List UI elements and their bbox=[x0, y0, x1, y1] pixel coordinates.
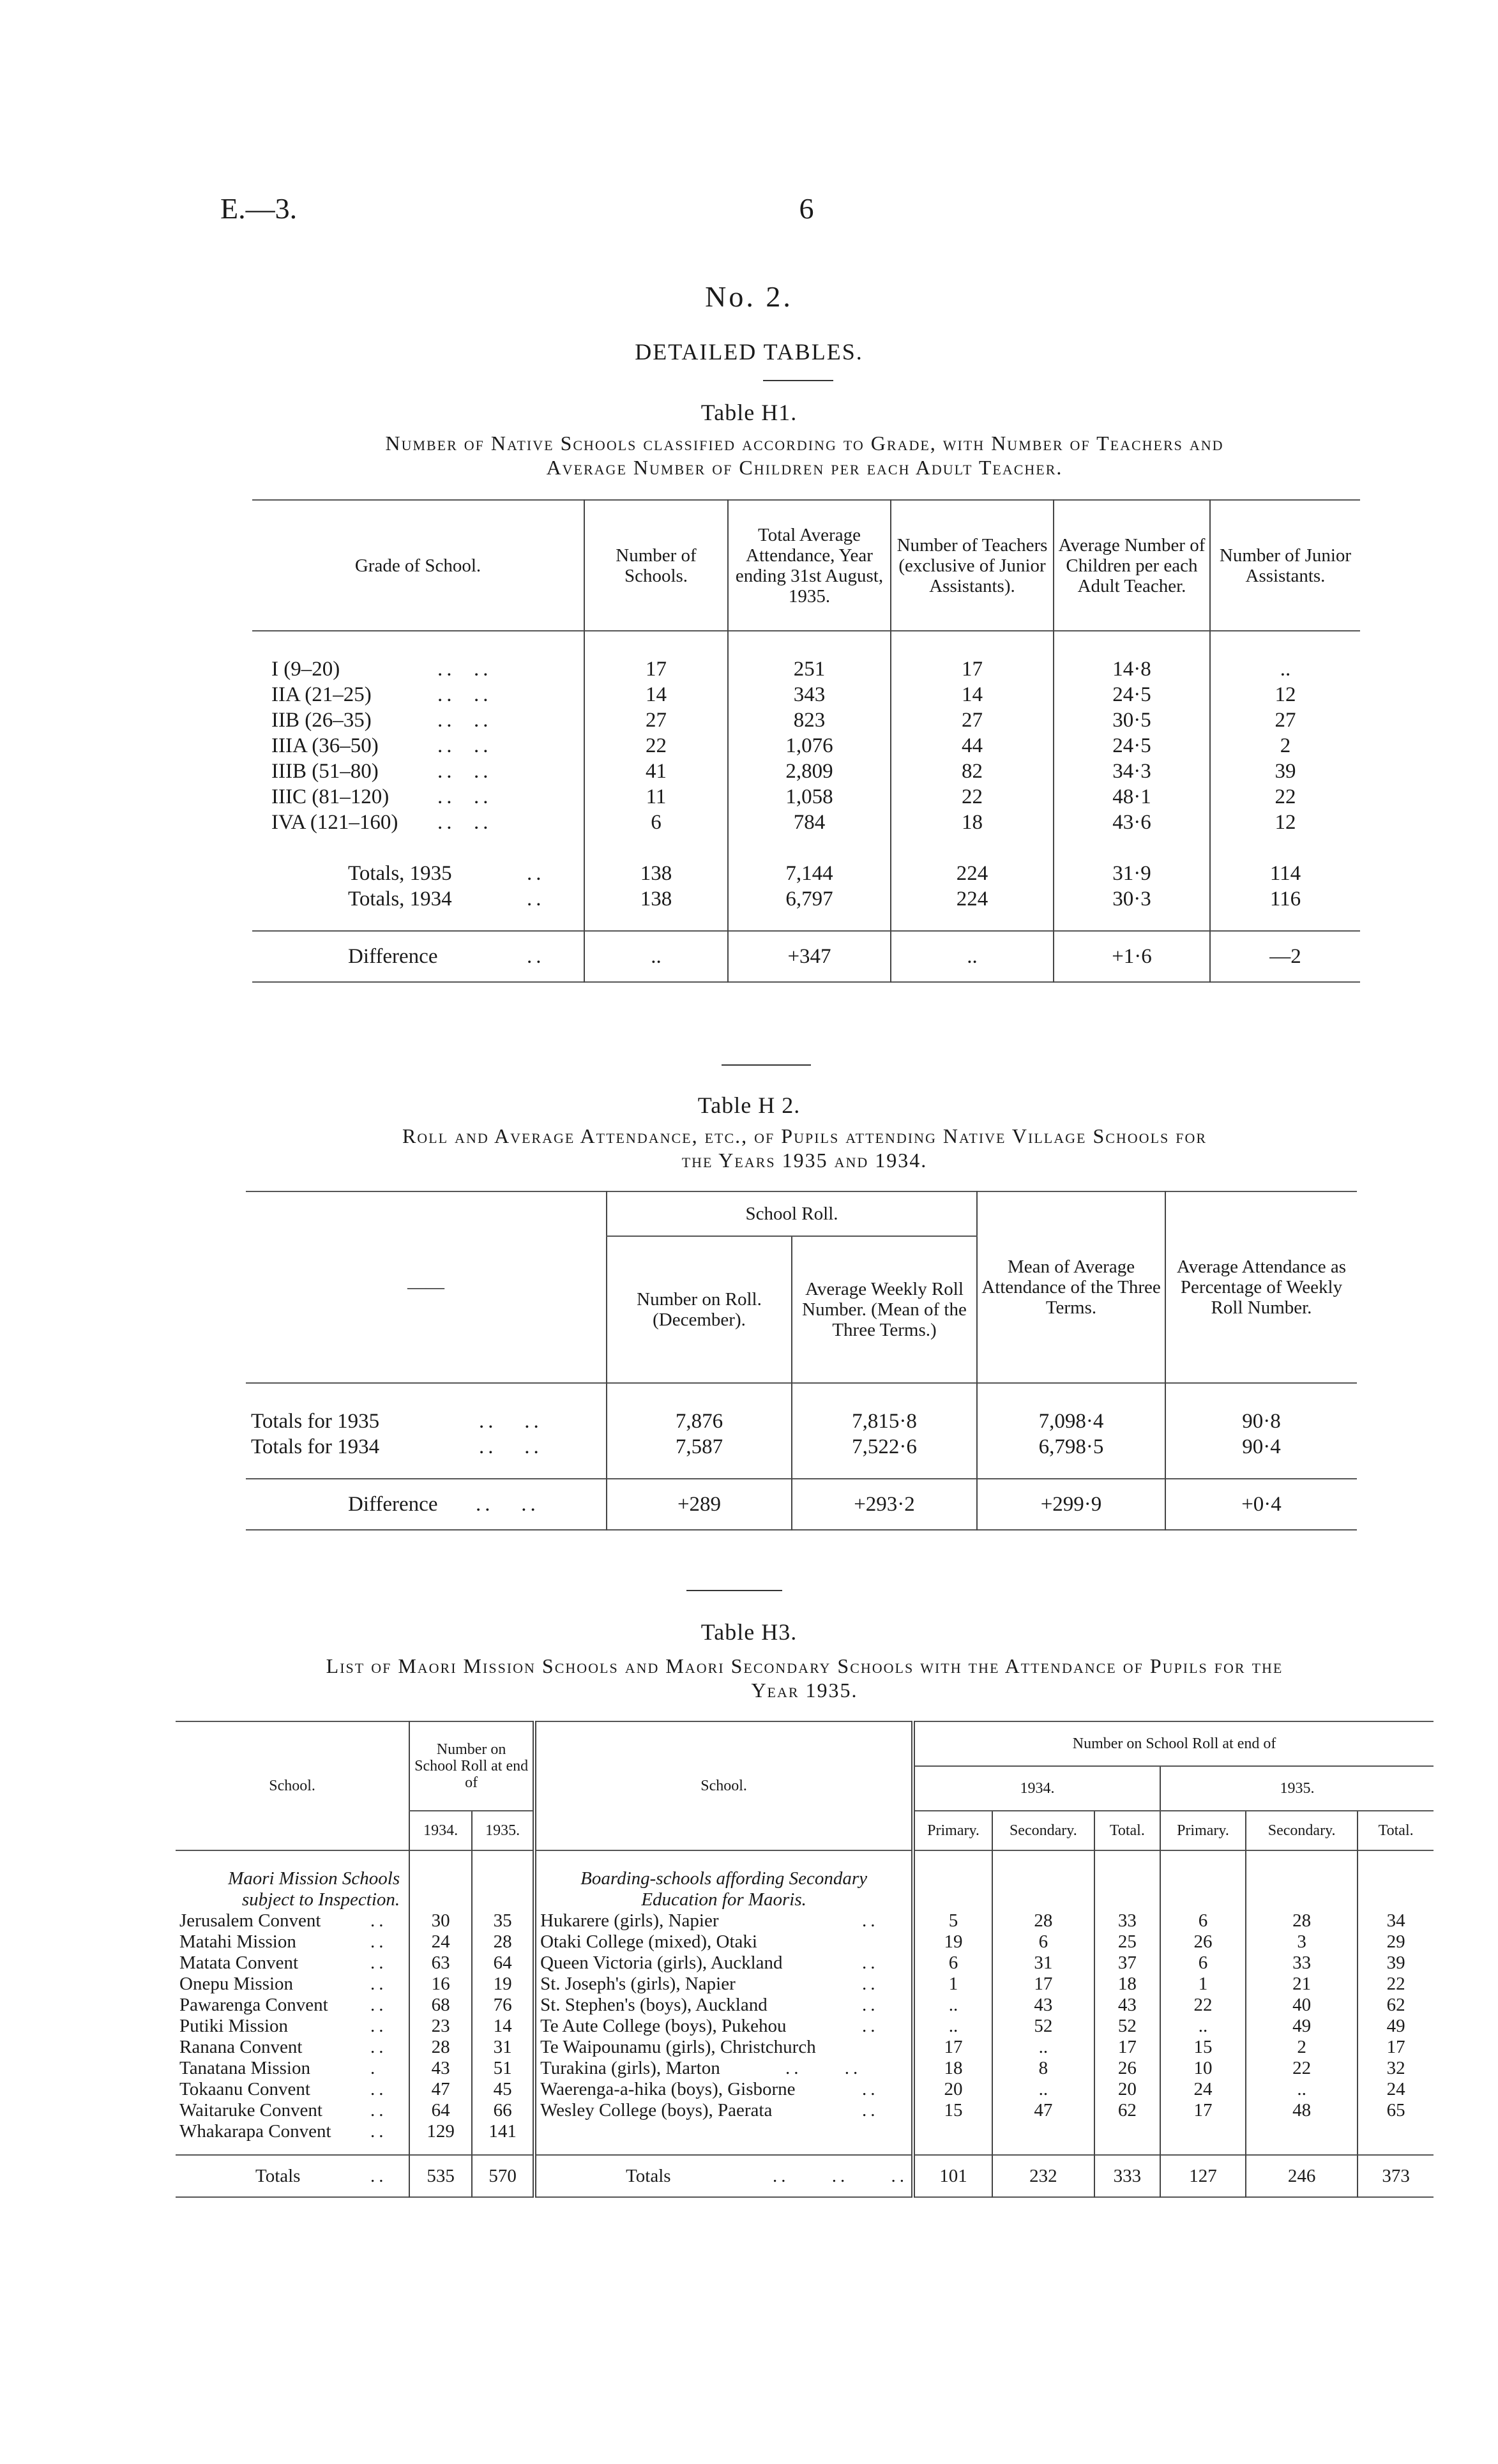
h1-teachers: 27 bbox=[891, 707, 1054, 733]
h3-left-school: Pawarenga Convent bbox=[179, 1995, 328, 2015]
h3-total-t35: 373 bbox=[1358, 2155, 1434, 2197]
h1-children: 30·3 bbox=[1054, 886, 1210, 912]
h3-left-school: Jerusalem Convent bbox=[179, 1910, 321, 1931]
h1-juniors: .. bbox=[1210, 656, 1360, 682]
h3-t35: 39 bbox=[1358, 1953, 1434, 1974]
h1-header-children: Average Number of Children per each Adult Teacher. bbox=[1054, 500, 1210, 631]
h1-schools: 27 bbox=[584, 707, 728, 733]
h3-p35: 1 bbox=[1160, 1974, 1246, 1995]
h3-left-school: Waitaruke Convent bbox=[179, 2100, 322, 2120]
h1-total-label: Totals, 1935 bbox=[348, 862, 452, 885]
h1-label: Table H1. bbox=[700, 400, 798, 425]
h3-left-1935: 141 bbox=[472, 2121, 534, 2142]
h1-juniors: 12 bbox=[1210, 682, 1360, 707]
h1-teachers: 224 bbox=[891, 886, 1054, 912]
h1-attendance: +347 bbox=[728, 931, 891, 982]
h1-difference-label: Difference bbox=[348, 945, 438, 968]
h3-t35: 65 bbox=[1358, 2100, 1434, 2121]
h2-row-label: Totals for 1935 bbox=[251, 1410, 380, 1433]
h3-row: Onepu Mission .. 16 19 St. Joseph's (girls), Napier .. 1 17 18 1 21 22 bbox=[176, 1974, 1434, 1995]
h3-right-school: Turakina (girls), Marton bbox=[540, 2058, 720, 2078]
h3-caption-line1: List of Maori Mission Schools and Maori Secondary Schools with the Attendance of Pupils for the bbox=[326, 1654, 1283, 1677]
h3-t34: 62 bbox=[1094, 2100, 1160, 2121]
h3-left-total-1934: 535 bbox=[409, 2155, 472, 2197]
h3-t34: 52 bbox=[1094, 2016, 1160, 2037]
h1-attendance: 2,809 bbox=[728, 759, 891, 784]
h3-right-school: Te Aute College (boys), Pukehou bbox=[540, 2016, 787, 2036]
h2-mean: 6,798·5 bbox=[977, 1434, 1165, 1460]
h1-children: 24·5 bbox=[1054, 682, 1210, 707]
h2-header-school-roll: School Roll. bbox=[607, 1191, 977, 1236]
h1-children: 30·5 bbox=[1054, 707, 1210, 733]
h3-right-totals-label: Totals bbox=[626, 2165, 671, 2186]
h1-header-grade: Grade of School. bbox=[354, 555, 481, 576]
h3-left-school: Onepu Mission bbox=[179, 1974, 294, 1994]
h1-schools: 11 bbox=[584, 784, 728, 810]
h3-left-1935: 76 bbox=[472, 1995, 534, 2016]
h1-caption-line1: Number of Native Schools classified according to Grade, with Number of Teachers and bbox=[385, 432, 1224, 455]
table-h2 bbox=[246, 1191, 1357, 1531]
h2-roll: 7,587 bbox=[607, 1434, 792, 1460]
h3-t34: 33 bbox=[1094, 1910, 1160, 1931]
h1-schools: 14 bbox=[584, 682, 728, 707]
h3-t35: 24 bbox=[1358, 2079, 1434, 2100]
h3-header-secondary2: Secondary. bbox=[1246, 1811, 1358, 1850]
h3-right-school: St. Joseph's (girls), Napier bbox=[540, 1974, 736, 1994]
h3-p34: 17 bbox=[913, 2037, 992, 2058]
h3-p35: 10 bbox=[1160, 2058, 1246, 2079]
h1-grade: IIIB (51–80) bbox=[271, 760, 379, 783]
h3-row: Whakarapa Convent .. 129 141 bbox=[176, 2121, 1434, 2142]
h1-header-teachers: Number of Teachers (exclusive of Junior Assistants). bbox=[891, 500, 1054, 631]
h3-p35: 24 bbox=[1160, 2079, 1246, 2100]
h1-children: +1·6 bbox=[1054, 931, 1210, 982]
h1-attendance: 6,797 bbox=[728, 886, 891, 912]
h3-right-school: Waerenga-a-hika (boys), Gisborne bbox=[540, 2079, 796, 2099]
h1-children: 14·8 bbox=[1054, 656, 1210, 682]
h3-row: Tanatana Mission . 43 51 Turakina (girls), Marton .. .. 18 8 26 10 22 32 bbox=[176, 2058, 1434, 2079]
section-number: No. 2. bbox=[705, 280, 793, 313]
table-h1 bbox=[252, 499, 1360, 983]
h3-t35: 29 bbox=[1358, 1931, 1434, 1953]
h3-header-school2: School. bbox=[534, 1721, 913, 1850]
h2-caption-line2: the Years 1935 and 1934. bbox=[681, 1149, 928, 1172]
h3-s35: 33 bbox=[1246, 1953, 1358, 1974]
h3-t34: 25 bbox=[1094, 1931, 1160, 1953]
h1-header-juniors: Number of Junior Assistants. bbox=[1210, 500, 1360, 631]
h3-header-roll-end2: Number on School Roll at end of bbox=[913, 1721, 1434, 1766]
h3-p35: 22 bbox=[1160, 1995, 1246, 2016]
h3-p35: 6 bbox=[1160, 1910, 1246, 1931]
h2-mean: 7,098·4 bbox=[977, 1409, 1165, 1434]
h1-grade: IIIC (81–120) bbox=[271, 785, 390, 808]
h3-total-s35: 246 bbox=[1246, 2155, 1358, 2197]
h1-teachers: 224 bbox=[891, 861, 1054, 886]
h2-weekly: 7,522·6 bbox=[792, 1434, 977, 1460]
h3-left-school: Matata Convent bbox=[179, 1953, 299, 1973]
h3-p35: 17 bbox=[1160, 2100, 1246, 2121]
h1-caption-line2: Average Number of Children per each Adult Teacher. bbox=[546, 456, 1063, 479]
h3-row: Pawarenga Convent .. 68 76 St. Stephen's (boys), Auckland .. .. 43 43 22 40 62 bbox=[176, 1995, 1434, 2016]
h1-schools: 22 bbox=[584, 733, 728, 759]
h3-s34: 28 bbox=[992, 1910, 1094, 1931]
h1-row: IIB (26–35) .. .. 27 823 27 30·5 27 bbox=[252, 707, 1360, 733]
h3-header-1934: 1934. bbox=[409, 1811, 472, 1850]
h3-header-total2: Total. bbox=[1358, 1811, 1434, 1850]
h2-pct: 90·4 bbox=[1165, 1434, 1357, 1460]
h3-s34: 31 bbox=[992, 1953, 1094, 1974]
h3-left-section-title-2: subject to Inspection. bbox=[241, 1889, 400, 1910]
h1-attendance: 1,058 bbox=[728, 784, 891, 810]
h2-mean: +299·9 bbox=[977, 1479, 1165, 1530]
h3-p34: 5 bbox=[913, 1910, 992, 1931]
h1-row: IIA (21–25) .. .. 14 343 14 24·5 12 bbox=[252, 682, 1360, 707]
h3-right-school: Wesley College (boys), Paerata bbox=[540, 2100, 773, 2120]
h3-t35: 49 bbox=[1358, 2016, 1434, 2037]
h2-caption bbox=[243, 1124, 1366, 1172]
h1-difference-row: Difference .. .. +347 .. +1·6 —2 bbox=[252, 931, 1360, 982]
h2-row: Totals for 1935 .. .. 7,876 7,815·8 7,098·4 90·8 bbox=[246, 1409, 1357, 1434]
h3-p35: 6 bbox=[1160, 1953, 1246, 1974]
h3-left-1934: 64 bbox=[409, 2100, 472, 2121]
h3-left-1935: 19 bbox=[472, 1974, 534, 1995]
h3-p34: .. bbox=[913, 2016, 992, 2037]
h3-right-school: St. Stephen's (boys), Auckland bbox=[540, 1995, 768, 2015]
h1-children: 34·3 bbox=[1054, 759, 1210, 784]
h1-teachers: 14 bbox=[891, 682, 1054, 707]
h3-s34: 17 bbox=[992, 1974, 1094, 1995]
h1-total-label: Totals, 1934 bbox=[348, 888, 452, 911]
h3-s35: 22 bbox=[1246, 2058, 1358, 2079]
h3-right-school: Te Waipounamu (girls), Christchurch bbox=[540, 2037, 816, 2057]
section-title: DETAILED TABLES. bbox=[635, 339, 863, 365]
h3-totals-row: Totals .. 535 570 Totals .. .. .. 101 232 333 127 246 373 bbox=[176, 2155, 1434, 2197]
h1-end-rule bbox=[722, 1064, 811, 1066]
h3-left-1934: 24 bbox=[409, 1931, 472, 1953]
h1-teachers: 44 bbox=[891, 733, 1054, 759]
h3-left-1935: 28 bbox=[472, 1931, 534, 1953]
h1-total-row: Totals, 1934 .. 138 6,797 224 30·3 116 bbox=[252, 886, 1360, 912]
document-reference: E.—3. bbox=[220, 192, 298, 225]
h1-juniors: 12 bbox=[1210, 810, 1360, 835]
h2-end-rule bbox=[686, 1590, 782, 1591]
h2-row: Totals for 1934 .. .. 7,587 7,522·6 6,798·5 90·4 bbox=[246, 1434, 1357, 1460]
h1-schools: 138 bbox=[584, 861, 728, 886]
h1-juniors: —2 bbox=[1210, 931, 1360, 982]
h3-s35: 48 bbox=[1246, 2100, 1358, 2121]
h3-t34: 26 bbox=[1094, 2058, 1160, 2079]
h3-row: Matata Convent .. 63 64 Queen Victoria (girls), Auckland .. 6 31 37 6 33 39 bbox=[176, 1953, 1434, 1974]
h1-teachers: 22 bbox=[891, 784, 1054, 810]
h3-row: Ranana Convent .. 28 31 Te Waipounamu (girls), Christchurch 17 .. 17 15 2 17 bbox=[176, 2037, 1434, 2058]
h1-attendance: 7,144 bbox=[728, 861, 891, 886]
h1-attendance: 784 bbox=[728, 810, 891, 835]
h3-t34: 18 bbox=[1094, 1974, 1160, 1995]
h3-right-section-title-1: Boarding-schools affording Secondary bbox=[534, 1868, 913, 1889]
h3-left-total-1935: 570 bbox=[472, 2155, 534, 2197]
h3-right-section-title-2: Education for Maoris. bbox=[534, 1889, 913, 1910]
h3-left-1935: 66 bbox=[472, 2100, 534, 2121]
h3-total-s34: 232 bbox=[992, 2155, 1094, 2197]
h1-juniors: 2 bbox=[1210, 733, 1360, 759]
h3-header-total: Total. bbox=[1094, 1811, 1160, 1850]
h3-t35: 22 bbox=[1358, 1974, 1434, 1995]
h3-row: Matahi Mission .. 24 28 Otaki College (mixed), Otaki 19 6 25 26 3 29 bbox=[176, 1931, 1434, 1953]
h3-header-primary2: Primary. bbox=[1160, 1811, 1246, 1850]
h2-difference-row: Difference .. .. +289 +293·2 +299·9 +0·4 bbox=[246, 1479, 1357, 1530]
h3-s35: 40 bbox=[1246, 1995, 1358, 2016]
h3-left-1934: 63 bbox=[409, 1953, 472, 1974]
h1-attendance: 1,076 bbox=[728, 733, 891, 759]
h3-p34: 20 bbox=[913, 2079, 992, 2100]
h2-label: Table H 2. bbox=[697, 1092, 801, 1118]
h1-schools: .. bbox=[584, 931, 728, 982]
h1-row: IIIA (36–50) .. .. 22 1,076 44 24·5 2 bbox=[252, 733, 1360, 759]
h3-caption bbox=[166, 1654, 1443, 1702]
h1-row: IIIC (81–120) .. .. 11 1,058 22 48·1 22 bbox=[252, 784, 1360, 810]
h3-t34: 17 bbox=[1094, 2037, 1160, 2058]
h3-header-school: School. bbox=[269, 1778, 315, 1794]
h3-left-1935: 64 bbox=[472, 1953, 534, 1974]
h3-header-secondary: Secondary. bbox=[992, 1811, 1094, 1850]
h1-grade: I (9–20) bbox=[271, 658, 340, 681]
h3-left-1934: 47 bbox=[409, 2079, 472, 2100]
h3-left-1934: 28 bbox=[409, 2037, 472, 2058]
h3-p34: 18 bbox=[913, 2058, 992, 2079]
h1-attendance: 251 bbox=[728, 656, 891, 682]
h3-row: Putiki Mission .. 23 14 Te Aute College (boys), Pukehou .. .. 52 52 .. 49 49 bbox=[176, 2016, 1434, 2037]
h1-schools: 6 bbox=[584, 810, 728, 835]
h1-teachers: 82 bbox=[891, 759, 1054, 784]
h2-roll: 7,876 bbox=[607, 1409, 792, 1434]
h1-teachers: 18 bbox=[891, 810, 1054, 835]
h3-t35: 62 bbox=[1358, 1995, 1434, 2016]
h2-header-pct: Average Attendance as Percentage of Weekly Roll Number. bbox=[1165, 1191, 1357, 1383]
h3-left-section-title-1: Maori Mission Schools bbox=[228, 1868, 400, 1889]
h1-schools: 41 bbox=[584, 759, 728, 784]
h2-caption-line1: Roll and Average Attendance, etc., of Pupils attending Native Village Schools for bbox=[402, 1124, 1207, 1147]
h3-row: Jerusalem Convent .. 30 35 Hukarere (girls), Napier .. 5 28 33 6 28 34 bbox=[176, 1910, 1434, 1931]
h3-header-1935b: 1935. bbox=[1160, 1766, 1434, 1811]
h3-left-1935: 45 bbox=[472, 2079, 534, 2100]
h3-left-1935: 35 bbox=[472, 1910, 534, 1931]
h1-caption bbox=[243, 431, 1366, 480]
h3-s34: 47 bbox=[992, 2100, 1094, 2121]
table-h3 bbox=[176, 1721, 1434, 2198]
h2-pct: 90·8 bbox=[1165, 1409, 1357, 1434]
h3-total-p34: 101 bbox=[913, 2155, 992, 2197]
h2-header-mean: Mean of Average Attendance of the Three Terms. bbox=[977, 1191, 1165, 1383]
h3-right-school: Hukarere (girls), Napier bbox=[540, 1910, 719, 1931]
h3-label: Table H3. bbox=[700, 1619, 798, 1645]
h3-t35: 34 bbox=[1358, 1910, 1434, 1931]
h3-t34: 37 bbox=[1094, 1953, 1160, 1974]
title-rule bbox=[763, 380, 833, 381]
h2-header-weekly: Average Weekly Roll Number. (Mean of the Three Terms.) bbox=[792, 1236, 977, 1383]
h1-juniors: 114 bbox=[1210, 861, 1360, 886]
h1-teachers: 17 bbox=[891, 656, 1054, 682]
h3-header-1934b: 1934. bbox=[913, 1766, 1160, 1811]
h3-t35: 17 bbox=[1358, 2037, 1434, 2058]
h3-right-school: Otaki College (mixed), Otaki bbox=[540, 1931, 757, 1952]
h3-s35: 28 bbox=[1246, 1910, 1358, 1931]
h3-left-1934: 30 bbox=[409, 1910, 472, 1931]
h3-left-school: Putiki Mission bbox=[179, 2016, 289, 2036]
h1-header-schools: Number of Schools. bbox=[584, 500, 728, 631]
h3-p34: 19 bbox=[913, 1931, 992, 1953]
h2-row-label: Totals for 1934 bbox=[251, 1435, 380, 1458]
h3-p35: 15 bbox=[1160, 2037, 1246, 2058]
h1-attendance: 823 bbox=[728, 707, 891, 733]
h2-header-roll: Number on Roll. (December). bbox=[607, 1236, 792, 1383]
h1-children: 24·5 bbox=[1054, 733, 1210, 759]
h1-grade: IIIA (36–50) bbox=[271, 734, 379, 757]
h2-difference-label: Difference bbox=[348, 1493, 438, 1516]
h1-juniors: 39 bbox=[1210, 759, 1360, 784]
h1-teachers: .. bbox=[891, 931, 1054, 982]
h3-header-roll-end: Number on School Roll at end of bbox=[409, 1721, 534, 1811]
h3-s35: 49 bbox=[1246, 2016, 1358, 2037]
h3-p35: 26 bbox=[1160, 1931, 1246, 1953]
h3-left-school: Ranana Convent bbox=[179, 2037, 303, 2057]
h3-left-totals-label: Totals bbox=[255, 2165, 301, 2186]
h2-weekly: +293·2 bbox=[792, 1479, 977, 1530]
h3-caption-line2: Year 1935. bbox=[751, 1679, 858, 1702]
h2-header-dash: —— bbox=[407, 1277, 444, 1297]
h3-s34: 6 bbox=[992, 1931, 1094, 1953]
h1-header-attendance: Total Average Attendance, Year ending 31st August, 1935. bbox=[728, 500, 891, 631]
h3-t34: 43 bbox=[1094, 1995, 1160, 2016]
h1-grade: IIB (26–35) bbox=[271, 709, 372, 732]
h1-children: 48·1 bbox=[1054, 784, 1210, 810]
h3-left-1935: 31 bbox=[472, 2037, 534, 2058]
h3-s35: .. bbox=[1246, 2079, 1358, 2100]
h1-attendance: 343 bbox=[728, 682, 891, 707]
h3-row: Tokaanu Convent .. 47 45 Waerenga-a-hika (boys), Gisborne .. 20 .. 20 24 .. 24 bbox=[176, 2079, 1434, 2100]
h3-s35: 21 bbox=[1246, 1974, 1358, 1995]
h3-left-1934: 129 bbox=[409, 2121, 472, 2142]
h1-juniors: 27 bbox=[1210, 707, 1360, 733]
h3-header-primary: Primary. bbox=[913, 1811, 992, 1850]
h3-left-school: Tanatana Mission bbox=[179, 2058, 310, 2078]
h1-children: 43·6 bbox=[1054, 810, 1210, 835]
h3-s34: 8 bbox=[992, 2058, 1094, 2079]
h3-header-1935: 1935. bbox=[472, 1811, 534, 1850]
h3-left-1934: 16 bbox=[409, 1974, 472, 1995]
h1-children: 31·9 bbox=[1054, 861, 1210, 886]
page-number: 6 bbox=[799, 192, 814, 225]
h2-roll: +289 bbox=[607, 1479, 792, 1530]
h3-t34: 20 bbox=[1094, 2079, 1160, 2100]
h3-s34: 52 bbox=[992, 2016, 1094, 2037]
h3-left-school: Matahi Mission bbox=[179, 1931, 296, 1952]
h3-left-school: Whakarapa Convent bbox=[179, 2121, 331, 2142]
h3-right-school: Queen Victoria (girls), Auckland bbox=[540, 1953, 783, 1973]
h1-total-row: Totals, 1935 .. 138 7,144 224 31·9 114 bbox=[252, 861, 1360, 886]
h1-row: I (9–20) .. .. 17 251 17 14·8 .. bbox=[252, 656, 1360, 682]
h3-left-1934: 43 bbox=[409, 2058, 472, 2079]
h3-p34: 1 bbox=[913, 1974, 992, 1995]
h1-juniors: 116 bbox=[1210, 886, 1360, 912]
h1-schools: 138 bbox=[584, 886, 728, 912]
h3-row: Waitaruke Convent .. 64 66 Wesley College (boys), Paerata .. 15 47 62 17 48 65 bbox=[176, 2100, 1434, 2121]
h1-grade: IVA (121–160) bbox=[271, 811, 398, 834]
h3-left-1935: 14 bbox=[472, 2016, 534, 2037]
h3-total-p35: 127 bbox=[1160, 2155, 1246, 2197]
h2-pct: +0·4 bbox=[1165, 1479, 1357, 1530]
h1-juniors: 22 bbox=[1210, 784, 1360, 810]
h3-p34: 15 bbox=[913, 2100, 992, 2121]
h3-s34: 43 bbox=[992, 1995, 1094, 2016]
h1-row: IIIB (51–80) .. .. 41 2,809 82 34·3 39 bbox=[252, 759, 1360, 784]
h3-total-t34: 333 bbox=[1094, 2155, 1160, 2197]
h3-left-1935: 51 bbox=[472, 2058, 534, 2079]
h3-p35: .. bbox=[1160, 2016, 1246, 2037]
h3-left-1934: 68 bbox=[409, 1995, 472, 2016]
h2-weekly: 7,815·8 bbox=[792, 1409, 977, 1434]
h3-s35: 2 bbox=[1246, 2037, 1358, 2058]
h3-left-school: Tokaanu Convent bbox=[179, 2079, 310, 2099]
h1-row: IVA (121–160) .. .. 6 784 18 43·6 12 bbox=[252, 810, 1360, 835]
h3-p34: 6 bbox=[913, 1953, 992, 1974]
h1-grade: IIA (21–25) bbox=[271, 683, 372, 706]
h3-s35: 3 bbox=[1246, 1931, 1358, 1953]
h3-s34: .. bbox=[992, 2037, 1094, 2058]
h3-s34: .. bbox=[992, 2079, 1094, 2100]
h3-left-1934: 23 bbox=[409, 2016, 472, 2037]
h3-p34: .. bbox=[913, 1995, 992, 2016]
h3-t35: 32 bbox=[1358, 2058, 1434, 2079]
h1-schools: 17 bbox=[584, 656, 728, 682]
